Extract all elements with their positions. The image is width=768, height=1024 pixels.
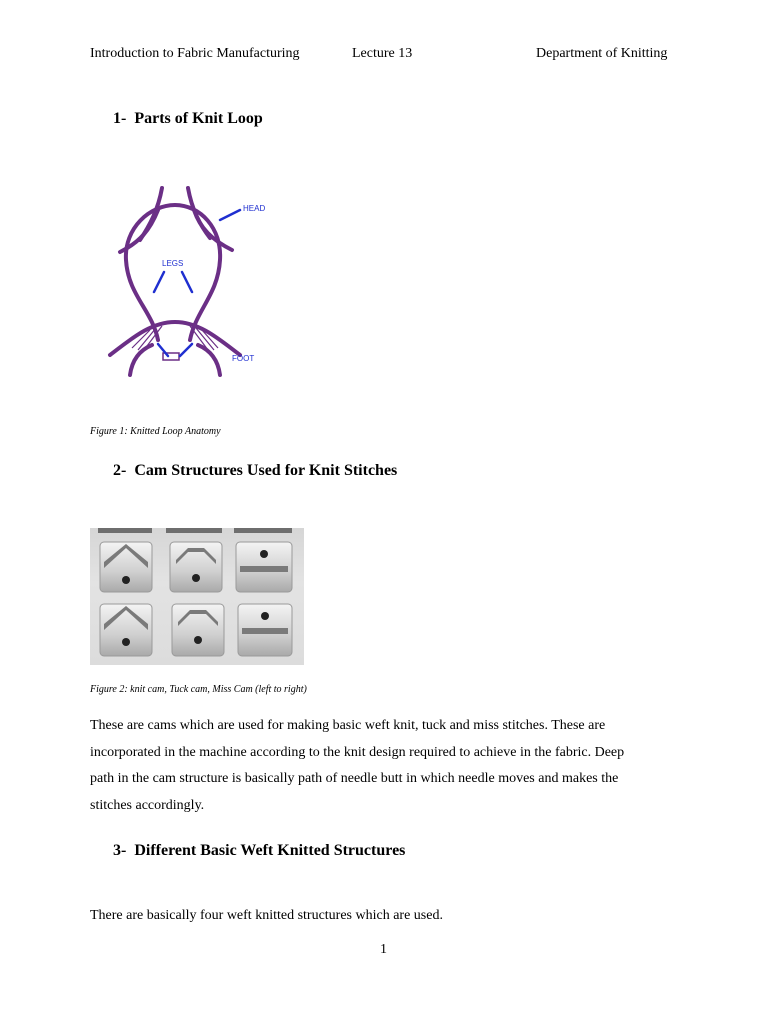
header-department: Department of Knitting	[536, 46, 668, 61]
loop-lower-right-yarn	[198, 345, 220, 375]
header-lecture: Lecture 13	[352, 46, 413, 61]
section-3-title: Different Basic Weft Knitted Structures	[134, 842, 406, 859]
miss-cam-2	[238, 604, 292, 656]
section-3-heading	[113, 842, 405, 860]
section-2-heading	[113, 462, 397, 480]
paragraph-line: These are cams which are used for making basic weft knit, tuck and miss stitches. These are	[90, 718, 606, 733]
tuck-cam-1	[170, 542, 222, 592]
foot-pointer-right	[180, 344, 192, 356]
rail-3	[234, 528, 292, 533]
legs-pointer-right	[182, 272, 192, 292]
label-head: HEAD	[243, 204, 266, 213]
section-1-heading	[113, 110, 263, 128]
paragraph-line: incorporated in the machine according to the knit design required to achieve in the fabric. Deep	[90, 744, 625, 760]
knit-cam-1	[100, 542, 152, 592]
page-number: 1	[380, 942, 387, 957]
loop-lower-left-yarn	[130, 345, 152, 375]
loop-head	[126, 205, 220, 340]
section-1-title: Parts of Knit Loop	[134, 110, 263, 127]
legs-pointer-left	[154, 272, 164, 292]
tuck-cam-2	[172, 604, 224, 656]
section-3-number: 3-	[113, 842, 127, 859]
paragraph-line: stitches accordingly.	[90, 797, 205, 813]
section-2-number: 2-	[113, 462, 127, 479]
cam-photo-svg	[90, 528, 304, 665]
section-1-number: 1-	[113, 110, 127, 127]
paragraph-line: There are basically four weft knitted structures which are used.	[90, 908, 443, 923]
figure-2-caption: Figure 2: knit cam, Tuck cam, Miss Cam (left to right)	[90, 684, 307, 695]
rail-2	[166, 528, 222, 533]
section-2-title: Cam Structures Used for Knit Stitches	[134, 462, 398, 479]
miss-cam-1	[236, 542, 292, 592]
cam-structures-photo	[90, 528, 304, 665]
label-foot: FOOT	[232, 354, 255, 363]
head-pointer	[220, 210, 240, 220]
header-course: Introduction to Fabric Manufacturing	[90, 46, 300, 61]
rail-1	[98, 528, 152, 533]
loop-foot-arc	[110, 322, 240, 355]
paragraph-line: path in the cam structure is basically path of needle butt in which needle moves and makes the	[90, 771, 619, 786]
label-legs: LEGS	[162, 259, 184, 268]
figure-1-caption: Figure 1: Knitted Loop Anatomy	[90, 426, 221, 437]
knit-loop-diagram	[100, 180, 270, 380]
structures-intro-paragraph	[90, 903, 690, 930]
cam-description-paragraph	[90, 713, 690, 819]
knit-cam-2	[100, 604, 152, 656]
